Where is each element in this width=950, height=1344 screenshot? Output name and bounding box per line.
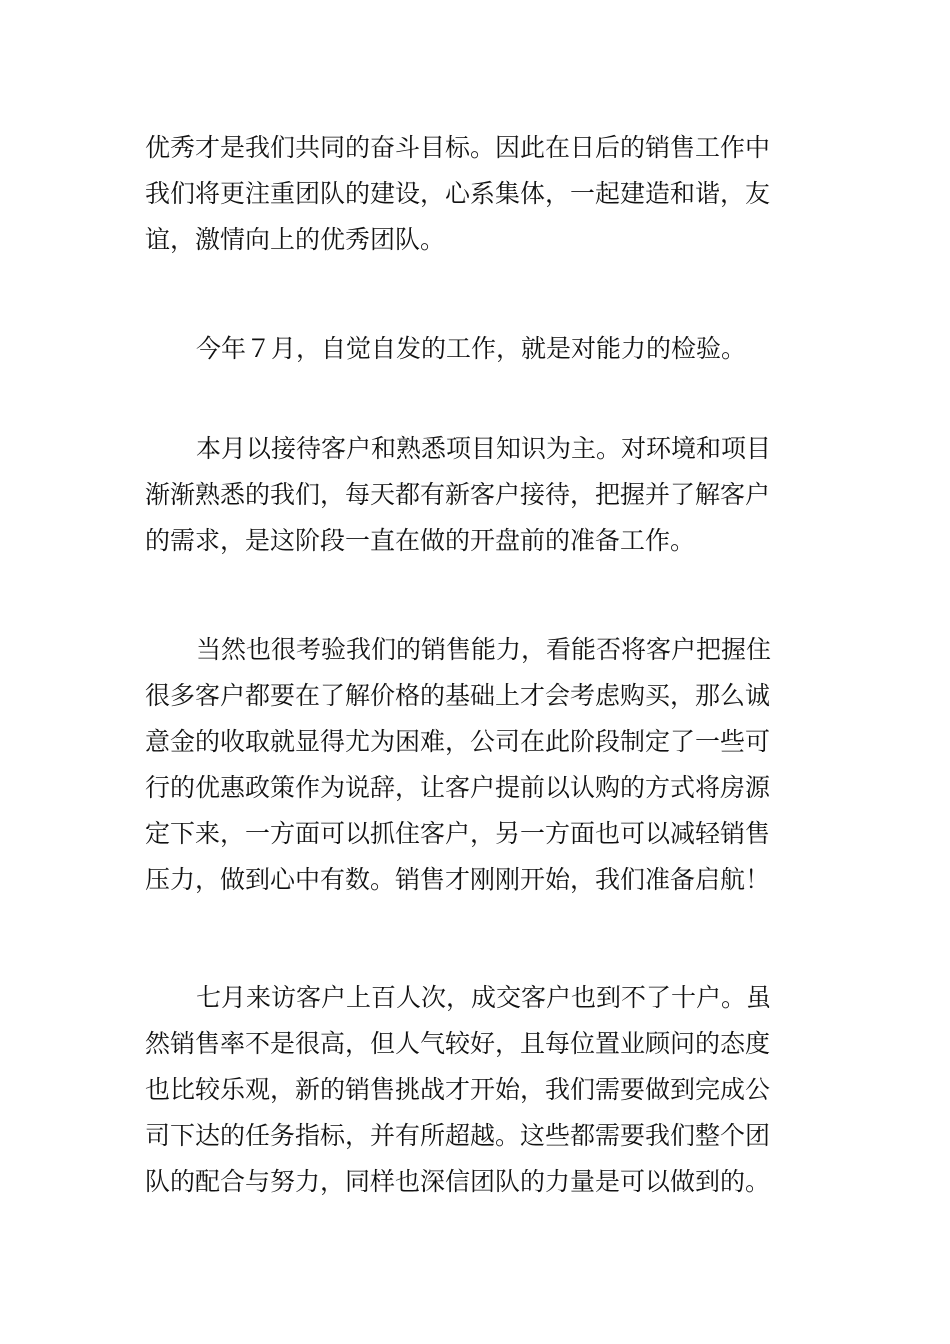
paragraph-line: 也比较乐观，新的销售挑战才开始，我们需要做到完成公	[145, 1075, 771, 1104]
paragraph-line: 行的优惠政策作为说辞，让客户提前以认购的方式将房源	[145, 773, 771, 802]
paragraph-line: 七月来访客户上百人次，成交客户也到不了十户。虽	[196, 983, 772, 1012]
paragraph-reception	[145, 426, 807, 564]
paragraph-line: 我们将更注重团队的建设，心系集体，一起建造和谐，友	[145, 179, 771, 208]
paragraph-line: 然销售率不是很高，但人气较好，且每位置业顾问的态度	[145, 1029, 771, 1058]
paragraph-line: 意金的收取就显得尤为困难，公司在此阶段制定了一些可	[145, 727, 771, 756]
paragraph-line: 的需求，是这阶段一直在做的开盘前的准备工作。	[145, 526, 696, 555]
paragraph-line: 司下达的任务指标，并有所超越。这些都需要我们整个团	[145, 1121, 771, 1150]
paragraph-line: 本月以接待客户和熟悉项目知识为主。对环境和项目	[196, 434, 772, 463]
paragraph-line: 谊，激情向上的优秀团队。	[145, 225, 446, 254]
paragraph-team-goal	[145, 125, 807, 263]
paragraph-july-results	[145, 975, 807, 1205]
paragraph-line: 队的配合与努力，同样也深信团队的力量是可以做到的。	[145, 1167, 771, 1196]
paragraph-line: 渐渐熟悉的我们，每天都有新客户接待，把握并了解客户	[145, 480, 771, 509]
paragraph-line: 定下来，一方面可以抓住客户，另一方面也可以减轻销售	[145, 819, 771, 848]
paragraph-july-intro	[145, 326, 807, 372]
paragraph-line: 优秀才是我们共同的奋斗目标。因此在日后的销售工作中	[145, 133, 771, 162]
paragraph-sales-ability	[145, 627, 807, 903]
paragraph-line: 当然也很考验我们的销售能力，看能否将客户把握住	[196, 635, 772, 664]
paragraph-line: 今年７月，自觉自发的工作，就是对能力的检验。	[196, 334, 747, 363]
paragraph-line: 压力，做到心中有数。销售才刚刚开始，我们准备启航！	[145, 865, 771, 894]
paragraph-line: 很多客户都要在了解价格的基础上才会考虑购买，那么诚	[145, 681, 771, 710]
